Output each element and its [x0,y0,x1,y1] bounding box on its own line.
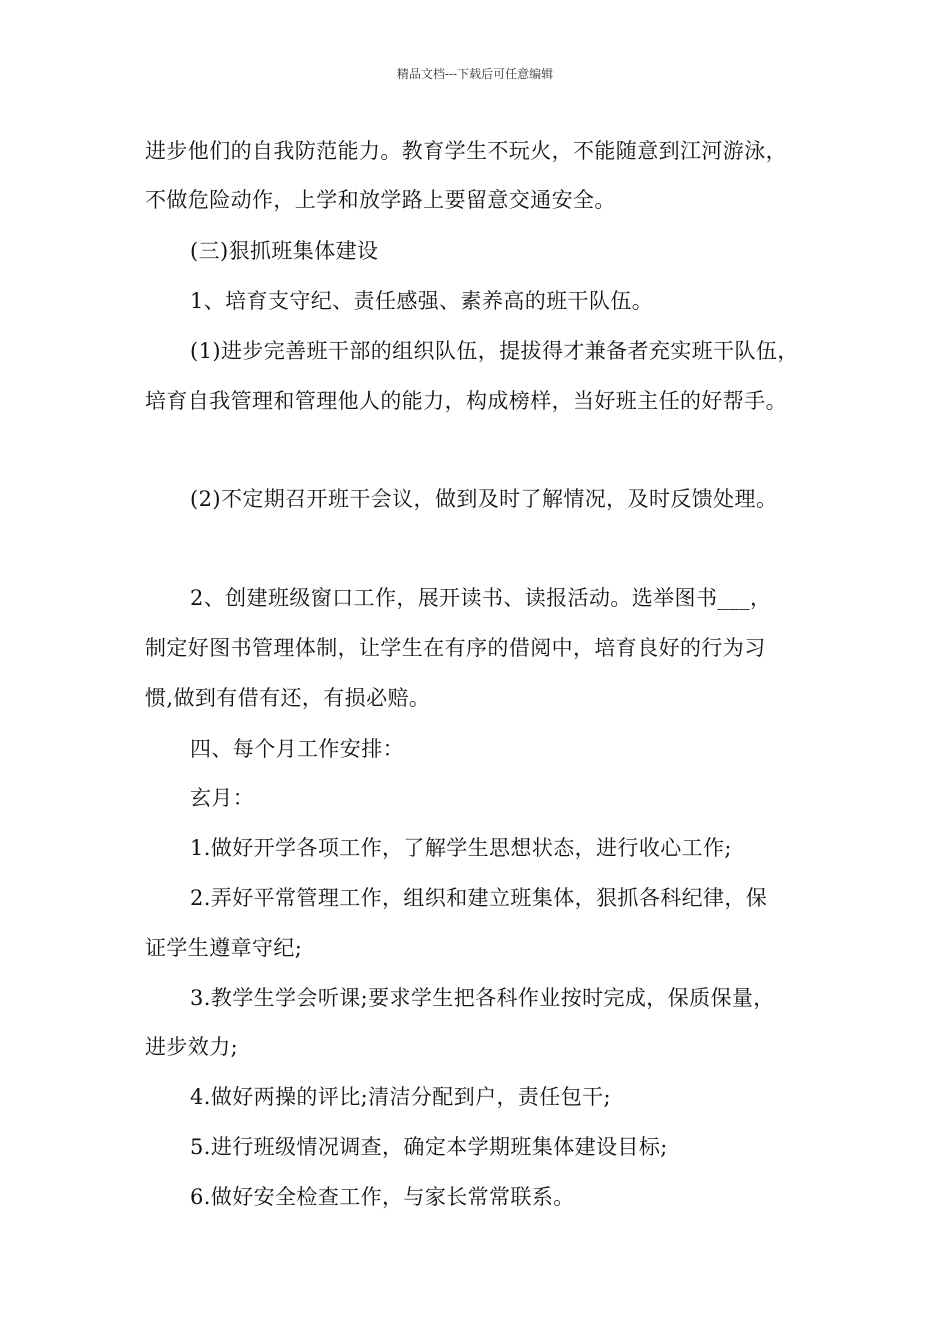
paragraph-line: 惯,做到有借有还，有损必赔。 [145,686,431,710]
paragraph-line: 不做危险动作，上学和放学路上要留意交通安全。 [145,188,616,212]
paragraph-line: (2)不定期召开班干会议，做到及时了解情况，及时反馈处理。 [190,487,778,511]
list-item: 5.进行班级情况调查，确定本学期班集体建设目标; [190,1135,668,1159]
paragraph-line: 进步他们的自我防范能力。教育学生不玩火，不能随意到江河游泳， [145,139,787,163]
list-item-continuation: 证学生遵章守纪; [145,936,303,960]
list-item: 6.做好安全检查工作，与家长常常联系。 [190,1185,575,1209]
list-item: 1.做好开学各项工作，了解学生思想状态，进行收心工作; [190,836,732,860]
list-item-continuation: 进步效力; [145,1035,239,1059]
paragraph-line: 培育自我管理和管理他人的能力，构成榜样，当好班主任的好帮手。 [145,389,787,413]
list-item: 2.弄好平常管理工作，组织和建立班集体，狠抓各科纪律，保 [190,886,768,910]
paragraph-line: 制定好图书管理体制，让学生在有序的借阅中，培育良好的行为习 [145,636,766,660]
section-heading: (三)狠抓班集体建设 [190,239,379,263]
section-heading: 四、每个月工作安排： [190,737,404,761]
list-item: 4.做好两操的评比;清洁分配到户，责任包干; [190,1085,611,1109]
list-item: 3.教学生学会听课;要求学生把各科作业按时完成，保质保量， [190,986,775,1010]
month-heading: 玄月： [190,786,255,810]
paragraph-line: 2、创建班级窗口工作，展开读书、读报活动。选举图书___， [190,586,772,610]
page-header: 精品文档---下载后可任意编辑 [396,67,554,81]
paragraph-line: (1)进步完善班干部的组织队伍，提拔得才兼备者充实班干队伍， [190,339,799,363]
paragraph-line: 1、培育支守纪、责任感强、素养高的班干队伍。 [190,289,654,313]
